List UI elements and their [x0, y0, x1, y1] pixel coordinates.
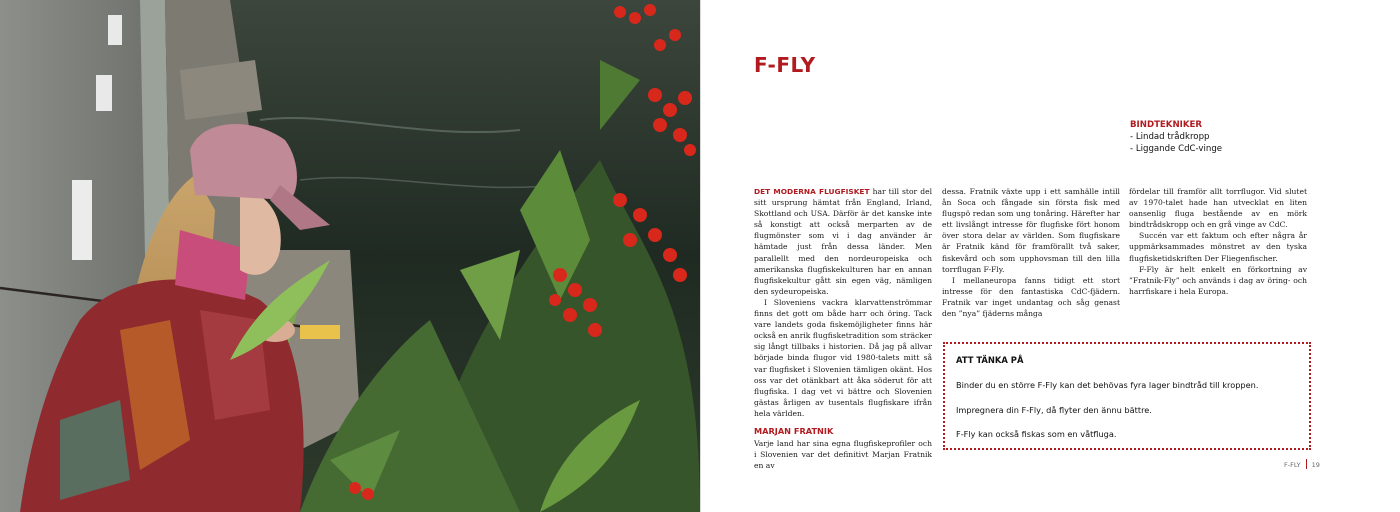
- paragraph: har till stor del sitt ursprung hämtat från England, Irland, Skottland och USA. Därför är det kanske inte så konstigt att också merparten av de flugmönster som vi i dag använder är hämtade just från dessa länder. Men parallellt med den nordeuropeiska och amerikanska flugfiskekulturen har en annan flugfiskekultur gått sin egen väg, nämligen den sydeuropeiska.: [754, 187, 932, 296]
- tip-line: F-Fly kan också fiskas som en våtfluga.: [956, 429, 1117, 439]
- text-column-1: [754, 186, 932, 471]
- page-title: F-FLY: [754, 53, 816, 77]
- paragraph: dessa. Fratnik växte upp i ett samhälle intill ån Soca och fångade sin första fisk med flugspö redan som ung tonåring. Härefter har ett livslångt intresse för flugfiske fört honom över stora delar av världen. Som flugfiskare är Fratnik känd för framförallt två saker, fiskevård och som upphovsman till den lilla torrflugan F-Fly.: [942, 187, 1120, 274]
- tips-box: [943, 342, 1311, 450]
- tip-line: Impregnera din F-Fly, då flyter den ännu bättre.: [956, 405, 1152, 415]
- text-page: [700, 0, 1400, 512]
- paragraph: I mellaneuropa fanns tidigt ett stort intresse för den fantastiska CdC-fjädern. Fratnik var inget undantag och såg genast den ”nya” fjäderns många: [942, 275, 1120, 319]
- tips-heading: ATT TÄNKA PÅ: [956, 355, 1024, 365]
- paragraph: Succén var ett faktum och efter några år uppmärksammades mönstret av den tyska flugfisketidskriften Der Fliegenfischer.: [1129, 231, 1307, 263]
- text-column-3: [1129, 186, 1307, 297]
- paragraph: Varje land har sina egna flugfiskeprofiler och i Slovenien var det definitivt Marjan Fratnik en av: [754, 438, 932, 471]
- tip-line: Binder du en större F-Fly kan det behövas fyra lager bindtråd till kroppen.: [956, 380, 1259, 390]
- folio-divider: [1306, 459, 1307, 469]
- section-heading: MARJAN FRATNIK: [754, 425, 834, 436]
- lead-in: DET MODERNA FLUGFISKET: [754, 187, 870, 196]
- page-folio: [1284, 459, 1320, 469]
- techniques-heading: BINDTEKNIKER: [1130, 120, 1203, 130]
- technique-item: - Lindad trådkropp: [1130, 132, 1210, 142]
- paragraph: F-Fly är helt enkelt en förkortning av ”Fratnik-Fly” och används i dag av öring- och harrfiskare i hela Europa.: [1129, 264, 1307, 296]
- tying-techniques-box: [1130, 119, 1222, 155]
- text-column-2: [942, 186, 1120, 319]
- paragraph: fördelar till framför allt torrflugor. Vid slutet av 1970-talet hade han utvecklat en liten oansenlig fluga bestående av en mörk bindtrådskropp och en grå vinge av CdC.: [1129, 187, 1307, 230]
- page-number: 19: [1311, 461, 1320, 469]
- technique-item: - Liggande CdC-vinge: [1130, 144, 1223, 154]
- paragraph: I Sloveniens vackra klarvattenströmmar finns det gott om både harr och öring. Tack vare landets goda fiskemöjligheter finns här också en anrik flugfisketradition som sträcker sig långt tillbaks i historien. Då jag på allvar började binda flugor vid 1980-talets mitt så var flugfisket i Slovenien tämligen okänt. Hos oss var det otänkbart att åka söderut för att flugfiska. I dag vet vi bättre och Slovenien gästas årligen av tusentals flugfiskare ifrån hela världen.: [754, 297, 932, 418]
- folio-section: F-FLY: [1284, 461, 1301, 469]
